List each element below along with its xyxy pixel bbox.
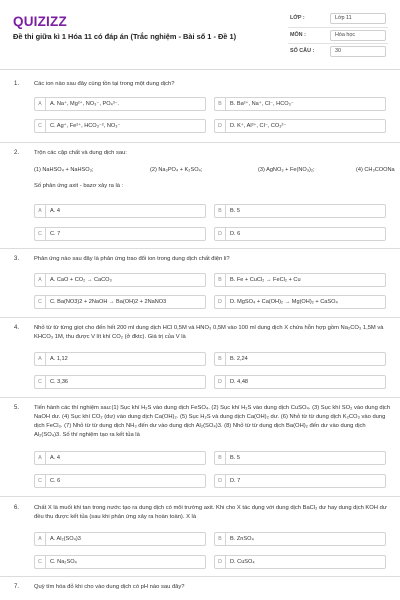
- option-b[interactable]: [214, 273, 386, 287]
- option-text: D. 7: [230, 478, 241, 484]
- question-number: 6.: [14, 505, 20, 511]
- option-text: D. MgSO₄ + Ca(OH)₂ → Mg(OH)₂ + CaSO₄: [230, 299, 338, 305]
- question-number: 5.: [14, 405, 20, 411]
- option-b[interactable]: [214, 97, 386, 111]
- option-letter: A: [35, 274, 46, 286]
- option-letter: B: [215, 533, 226, 545]
- question-count-value: 30: [330, 46, 386, 57]
- option-d[interactable]: [214, 474, 386, 488]
- question-text: Phản ứng nào sau đây là phản ứng trao đổi ion trong dung dịch chất điện li?: [34, 256, 230, 262]
- option-text: D. 6: [230, 231, 241, 237]
- quizizz-logo: QUIZIZZ: [13, 14, 67, 29]
- option-d[interactable]: [214, 227, 386, 241]
- option-d[interactable]: [214, 555, 386, 569]
- option-letter: C: [35, 120, 46, 132]
- option-text: A. 1,12: [50, 356, 68, 362]
- option-text: D. K⁺, Al³⁺, Cl⁻, CO₃²⁻: [230, 123, 287, 129]
- class-label: LỚP :: [290, 15, 305, 21]
- option-text: C. 6: [50, 478, 61, 484]
- question-number: 2.: [14, 150, 20, 156]
- option-letter: A: [35, 452, 46, 464]
- option-text: A. 4: [50, 455, 60, 461]
- option-c[interactable]: [34, 295, 206, 309]
- option-letter: B: [215, 452, 226, 464]
- question-text: Trộn các cặp chất và dung dịch sau:: [34, 150, 127, 156]
- option-letter: D: [215, 475, 226, 487]
- option-text: B. 5: [230, 208, 240, 214]
- option-c[interactable]: [34, 555, 206, 569]
- option-text: B. Fe + CuCl₂ → FeCl₂ + Cu: [230, 277, 301, 283]
- question-divider: [0, 496, 400, 497]
- option-c[interactable]: [34, 227, 206, 241]
- reaction-pair-3: (3) AgNO₃ + Fe(NO₃)₂;: [258, 167, 315, 173]
- class-value: Lớp 11: [330, 13, 386, 24]
- option-b[interactable]: [214, 204, 386, 218]
- subject-value: Hóa học: [330, 30, 386, 41]
- meta-divider: [288, 43, 388, 44]
- option-text: C. 7: [50, 231, 61, 237]
- question-divider: [0, 576, 400, 577]
- question-number: 1.: [14, 81, 20, 87]
- question-divider: [0, 248, 400, 249]
- option-text: C. Na₂SO₄: [50, 559, 77, 565]
- option-letter: B: [215, 274, 226, 286]
- option-text: A. 4: [50, 208, 60, 214]
- question-divider: [0, 317, 400, 318]
- question-text: Chất X là muối khi tan trong nước tạo ra dung dịch có môi trường axit. Khi cho X tác dụng với dung dịch BaCl₂ dư hay dung dịch KOH dư đều thu được kết tủa (sau khi phản ứng xảy ra hoàn toàn). X là: [34, 505, 387, 520]
- worksheet-title: Đề thi giữa kì 1 Hóa 11 có đáp án (Trắc nghiệm - Bài số 1 - Đề 1): [13, 32, 237, 41]
- option-letter: C: [35, 376, 46, 388]
- question-count-label: SỐ CÂU :: [290, 48, 315, 54]
- reaction-pair-4: (4) CH₃COONa: [356, 167, 395, 173]
- option-letter: D: [215, 376, 226, 388]
- option-c[interactable]: [34, 375, 206, 389]
- option-text: C. Ag⁺, Fe²⁺, HCO₃⁻², NO₃⁻: [50, 123, 121, 129]
- option-c[interactable]: [34, 119, 206, 133]
- option-text: A. Al₂(SO₄)3: [50, 536, 81, 542]
- meta-divider: [288, 27, 388, 28]
- option-letter: B: [215, 353, 226, 365]
- option-d[interactable]: [214, 295, 386, 309]
- option-letter: B: [215, 205, 226, 217]
- option-b[interactable]: [214, 451, 386, 465]
- question-text: Nhỏ từ từ từng giọt cho đến hết 200 ml dung dịch HCl 0,5M và HNO₃ 0,5M vào 100 ml dung dịch X chứa hỗn hợp gồm Na₂CO₃ 1,5M và KHCO₃ 1M, thu được V lít khí CO₂ (ở đktc). Giá trị của V là: [34, 325, 384, 340]
- option-a[interactable]: [34, 97, 206, 111]
- question-subtext: Số phản ứng axit - bazơ xảy ra là :: [34, 183, 124, 189]
- question-text: Các ion nào sau đây cùng tồn tại trong một dung dịch?: [34, 81, 175, 87]
- option-text: B. 5: [230, 455, 240, 461]
- option-letter: A: [35, 353, 46, 365]
- option-letter: C: [35, 556, 46, 568]
- question-divider: [0, 397, 400, 398]
- option-a[interactable]: [34, 451, 206, 465]
- option-b[interactable]: [214, 532, 386, 546]
- reaction-pair-1: (1) NaHSO₄ + NaHSO₃;: [34, 167, 94, 173]
- question-number: 3.: [14, 256, 20, 262]
- option-c[interactable]: [34, 474, 206, 488]
- option-letter: A: [35, 98, 46, 110]
- option-d[interactable]: [214, 375, 386, 389]
- option-text: A. CaO + CO₂ → CaCO₃: [50, 277, 112, 283]
- option-letter: D: [215, 556, 226, 568]
- option-text: A. Na⁺, Mg²⁺, NO₃⁻, PO₄³⁻.: [50, 101, 120, 107]
- option-letter: C: [35, 475, 46, 487]
- option-letter: D: [215, 120, 226, 132]
- question-divider: [0, 142, 400, 143]
- subject-label: MÔN :: [290, 32, 306, 38]
- option-d[interactable]: [214, 119, 386, 133]
- option-letter: C: [35, 228, 46, 240]
- question-text: Quỳ tím hóa đỏ khi cho vào dung dịch có pH nào sau đây?: [34, 584, 185, 590]
- option-a[interactable]: [34, 532, 206, 546]
- option-text: C. Ba(NO3)2 + 2NaOH → Ba(OH)2 + 2NaNO3: [50, 299, 167, 305]
- option-letter: D: [215, 296, 226, 308]
- question-number: 7.: [14, 584, 20, 590]
- option-text: D. CuSO₄: [230, 559, 255, 565]
- option-b[interactable]: [214, 352, 386, 366]
- option-text: B. 2,24: [230, 356, 248, 362]
- option-text: B. Ba²⁺, Na⁺, Cl⁻, HCO₃⁻: [230, 101, 294, 107]
- option-a[interactable]: [34, 273, 206, 287]
- option-letter: A: [35, 205, 46, 217]
- option-letter: B: [215, 98, 226, 110]
- option-text: D. 4,48: [230, 379, 249, 385]
- option-a[interactable]: [34, 204, 206, 218]
- reaction-pair-2: (2) Na₃PO₄ + K₂SO₄;: [150, 167, 203, 173]
- question-text: Tiến hành các thí nghiệm sau:(1) Sục khí H₂S vào dung dịch FeSO₄. (2) Sục khí H₂S vào dung dịch CuSO₄. (3) Sục khí SO₂ vào dung dịch NaOH dư. (4) Sục khí CO₂ (dư) vào dung dịch Ca(OH)₂. (5) Sục H₂S và dung dịch Ca(OH)₂ dư. (6) Nhỏ từ từ dung dịch K₂CO₃ vào dung dịch FeCl₃. (7) Nhỏ từ từ dung dịch NH₃ đến dư vào dung dịch Al₂(SO₄)3. (8) Nhỏ từ từ dung dịch Ba(OH)₂ đến dư vào dung dịch Al₂(SO₄)3. Số thí nghiệm tạo ra kết tủa là: [34, 405, 391, 438]
- option-letter: D: [215, 228, 226, 240]
- option-letter: C: [35, 296, 46, 308]
- worksheet-header: [0, 0, 400, 70]
- option-letter: A: [35, 533, 46, 545]
- question-number: 4.: [14, 325, 20, 331]
- option-text: C. 3,36: [50, 379, 69, 385]
- option-text: B. ZnSO₄: [230, 536, 254, 542]
- option-a[interactable]: [34, 352, 206, 366]
